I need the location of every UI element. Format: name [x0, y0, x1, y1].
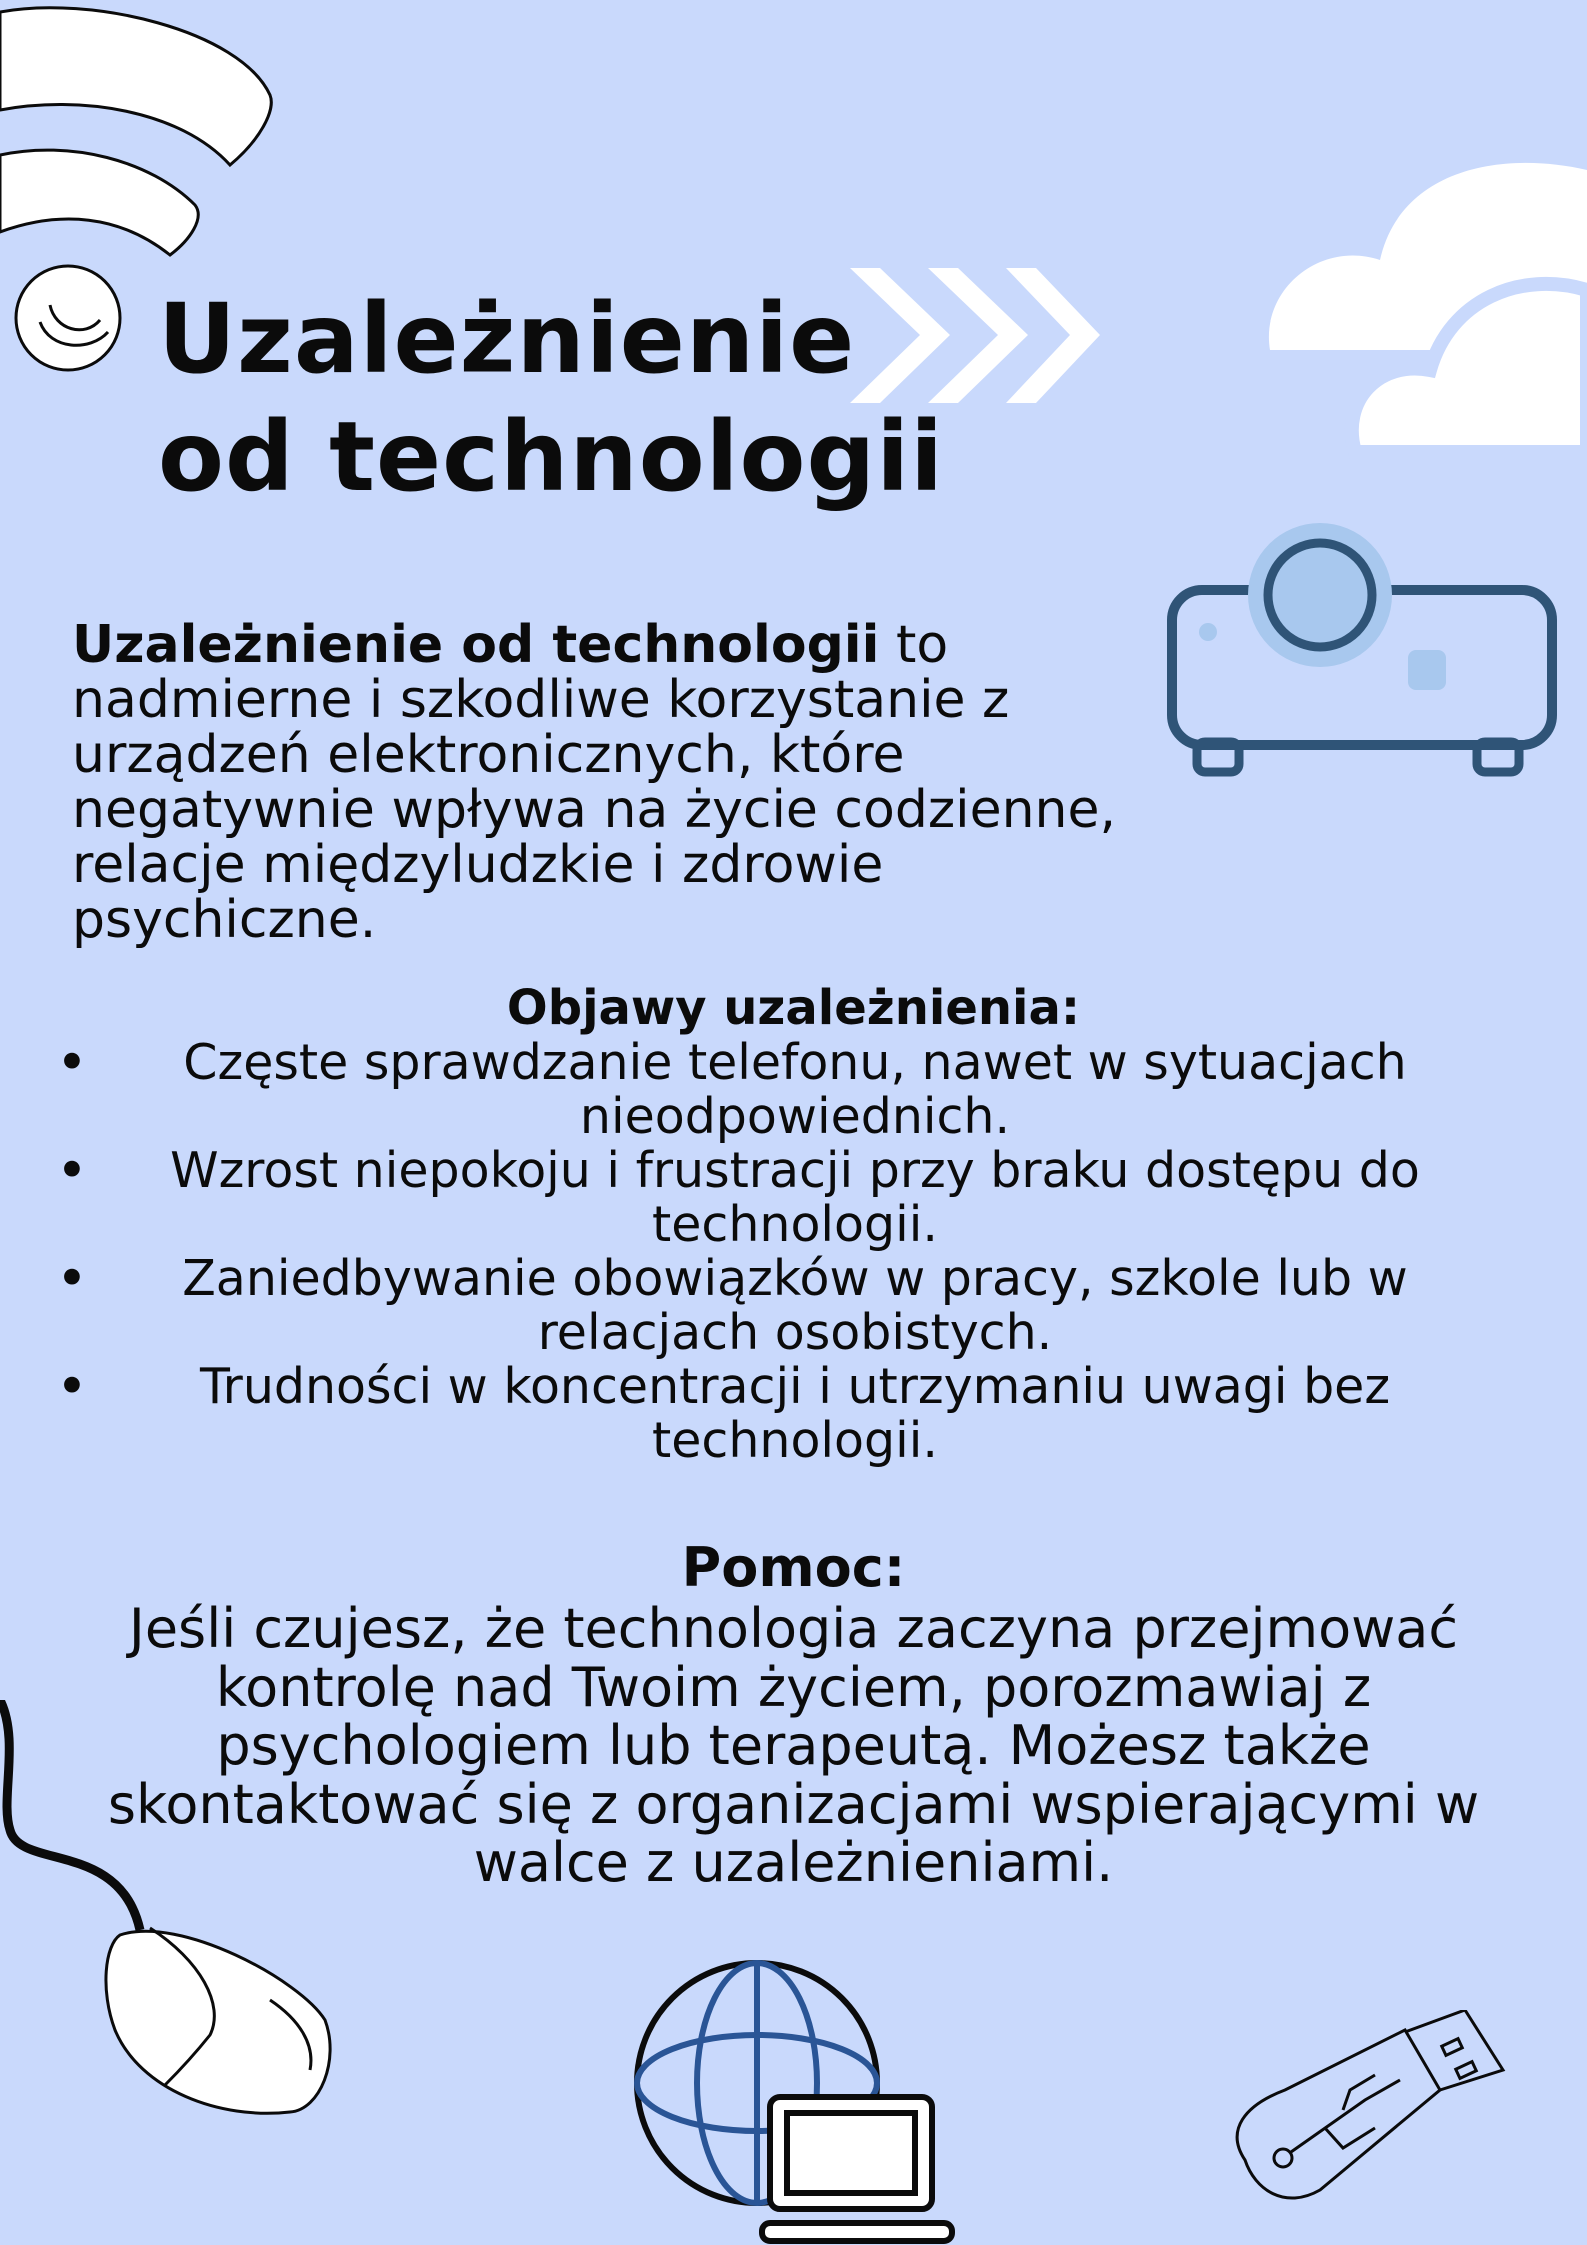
- list-item: [40, 1247, 1520, 1361]
- usb-drive-icon: [1225, 2010, 1515, 2220]
- symptom-2-line-2: technologii.: [652, 1196, 938, 1253]
- cloud-icon: [1260, 100, 1587, 460]
- intro-line-2: nadmierne i szkodliwe korzystanie z: [72, 670, 1010, 730]
- symptom-4-line-1: Trudności w koncentracji i utrzymaniu uwagi bez: [199, 1358, 1391, 1415]
- title-line-2: od technologii: [158, 401, 945, 513]
- bullet-icon: •: [56, 1031, 88, 1094]
- help-line-1: Jeśli czujesz, że technologia zaczyna przejmować: [128, 1597, 1459, 1660]
- title-line-1: Uzależnienie: [158, 283, 856, 395]
- symptom-1-line-2: nieodpowiednich.: [579, 1088, 1011, 1145]
- intro-line-6: psychiczne.: [72, 890, 377, 950]
- help-line-2: kontrolę nad Twoim życiem, porozmawiaj z: [215, 1655, 1372, 1719]
- list-item: [40, 1031, 1520, 1145]
- symptom-2-line-1: Wzrost niepokoju i frustracji przy braku dostępu do: [170, 1142, 1420, 1199]
- list-item: [40, 1139, 1520, 1253]
- symptom-3-line-2: relacjach osobistych.: [537, 1304, 1053, 1361]
- list-item: [40, 1355, 1520, 1469]
- intro-line-5: relacje międzyludzkie i zdrowie: [72, 835, 884, 895]
- symptoms-heading: Objawy uzależnienia:: [506, 980, 1081, 1036]
- symptom-3-line-1: Zaniedbywanie obowiązków w pracy, szkole lub w: [182, 1250, 1408, 1307]
- bullet-icon: •: [56, 1247, 88, 1310]
- help-paragraph: [30, 1597, 1557, 1894]
- symptom-4-line-2: technologii.: [652, 1412, 938, 1469]
- symptoms-list: [40, 1031, 1520, 1469]
- bullet-icon: •: [56, 1355, 88, 1418]
- intro-bold-term: Uzależnienie od technologii: [72, 615, 880, 675]
- help-line-4: skontaktować się z organizacjami wspierającymi w: [107, 1772, 1480, 1836]
- page-title: [158, 280, 944, 516]
- intro-line-3: urządzeń elektronicznych, które: [72, 725, 905, 785]
- intro-line-1-rest: to: [879, 615, 949, 675]
- help-line-5: walce z uzależnieniami.: [473, 1831, 1114, 1894]
- globe-laptop-icon: [630, 1955, 960, 2245]
- help-line-3: psychologiem lub terapeutą. Możesz także: [216, 1714, 1371, 1777]
- help-heading: Pomoc:: [681, 1536, 906, 1599]
- intro-line-4: negatywnie wpływa na życie codzienne,: [72, 780, 1117, 840]
- intro-paragraph: [72, 615, 1272, 950]
- symptom-1-line-1: Częste sprawdzanie telefonu, nawet w sytuacjach: [183, 1034, 1407, 1091]
- bullet-icon: •: [56, 1139, 88, 1202]
